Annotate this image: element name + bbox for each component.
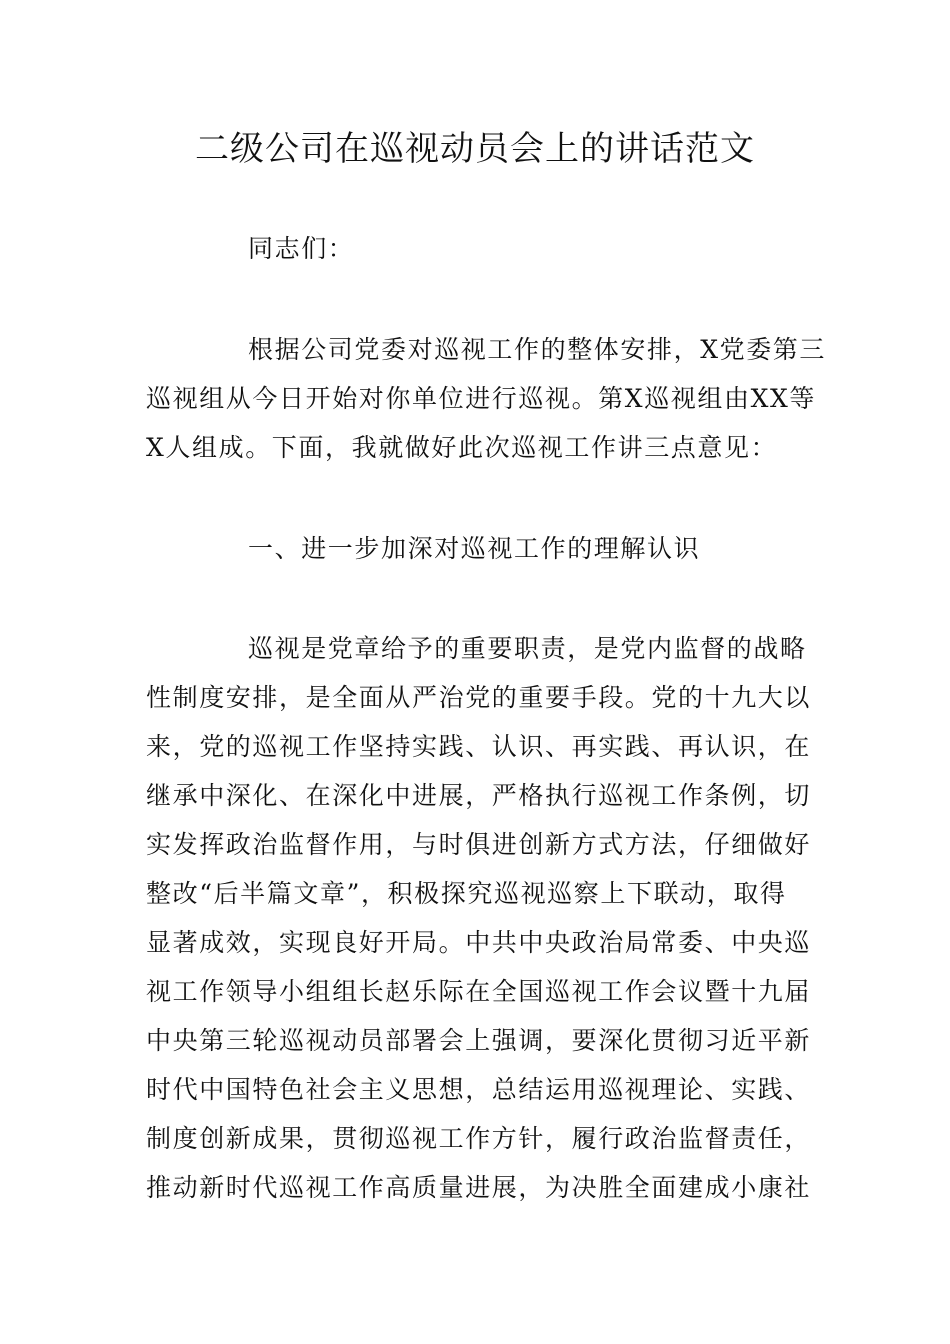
greeting: 同志们：: [248, 234, 355, 263]
paragraph-1: [146, 325, 826, 472]
paragraph-2-line: 巡视是党章给予的重要职责，是党内监督的战略: [248, 634, 807, 663]
paragraph-2-line: 推动新时代巡视工作高质量进展，为决胜全面建成小康社: [146, 1173, 812, 1202]
paragraph-2-line: 继承中深化、在深化中进展，严格执行巡视工作条例，切: [146, 781, 812, 810]
paragraph-2-line: 整改“后半篇文章”，积极探究巡视巡察上下联动，取得: [146, 879, 787, 908]
document-title: 二级公司在巡视动员会上的讲话范文: [195, 129, 755, 169]
paragraph-2-line: 显著成效，实现良好开局。中共中央政治局常委、中央巡: [146, 928, 812, 957]
section-heading-1: 一、进一步加深对巡视工作的理解认识: [248, 534, 701, 563]
paragraph-1-line: 根据公司党委对巡视工作的整体安排，X党委第三: [248, 335, 826, 364]
paragraph-2-line: 制度创新成果，贯彻巡视工作方针，履行政治监督责任，: [146, 1124, 812, 1153]
paragraph-2-line: 实发挥政治监督作用，与时俱进创新方式方法，仔细做好: [146, 830, 812, 859]
paragraph-2: [146, 624, 812, 1212]
paragraph-1-line: 巡视组从今日开始对你单位进行巡视。第X巡视组由XX等: [146, 384, 816, 413]
paragraph-2-line: 来，党的巡视工作坚持实践、认识、再实践、再认识，在: [146, 732, 812, 761]
paragraph-2-line: 中央第三轮巡视动员部署会上强调，要深化贯彻习近平新: [146, 1026, 812, 1055]
paragraph-2-line: 时代中国特色社会主义思想，总结运用巡视理论、实践、: [146, 1075, 812, 1104]
paragraph-2-line: 视工作领导小组组长赵乐际在全国巡视工作会议暨十九届: [146, 977, 812, 1006]
paragraph-1-line: X人组成。下面，我就做好此次巡视工作讲三点意见：: [146, 433, 778, 462]
paragraph-2-line: 性制度安排，是全面从严治党的重要手段。党的十九大以: [146, 683, 812, 712]
